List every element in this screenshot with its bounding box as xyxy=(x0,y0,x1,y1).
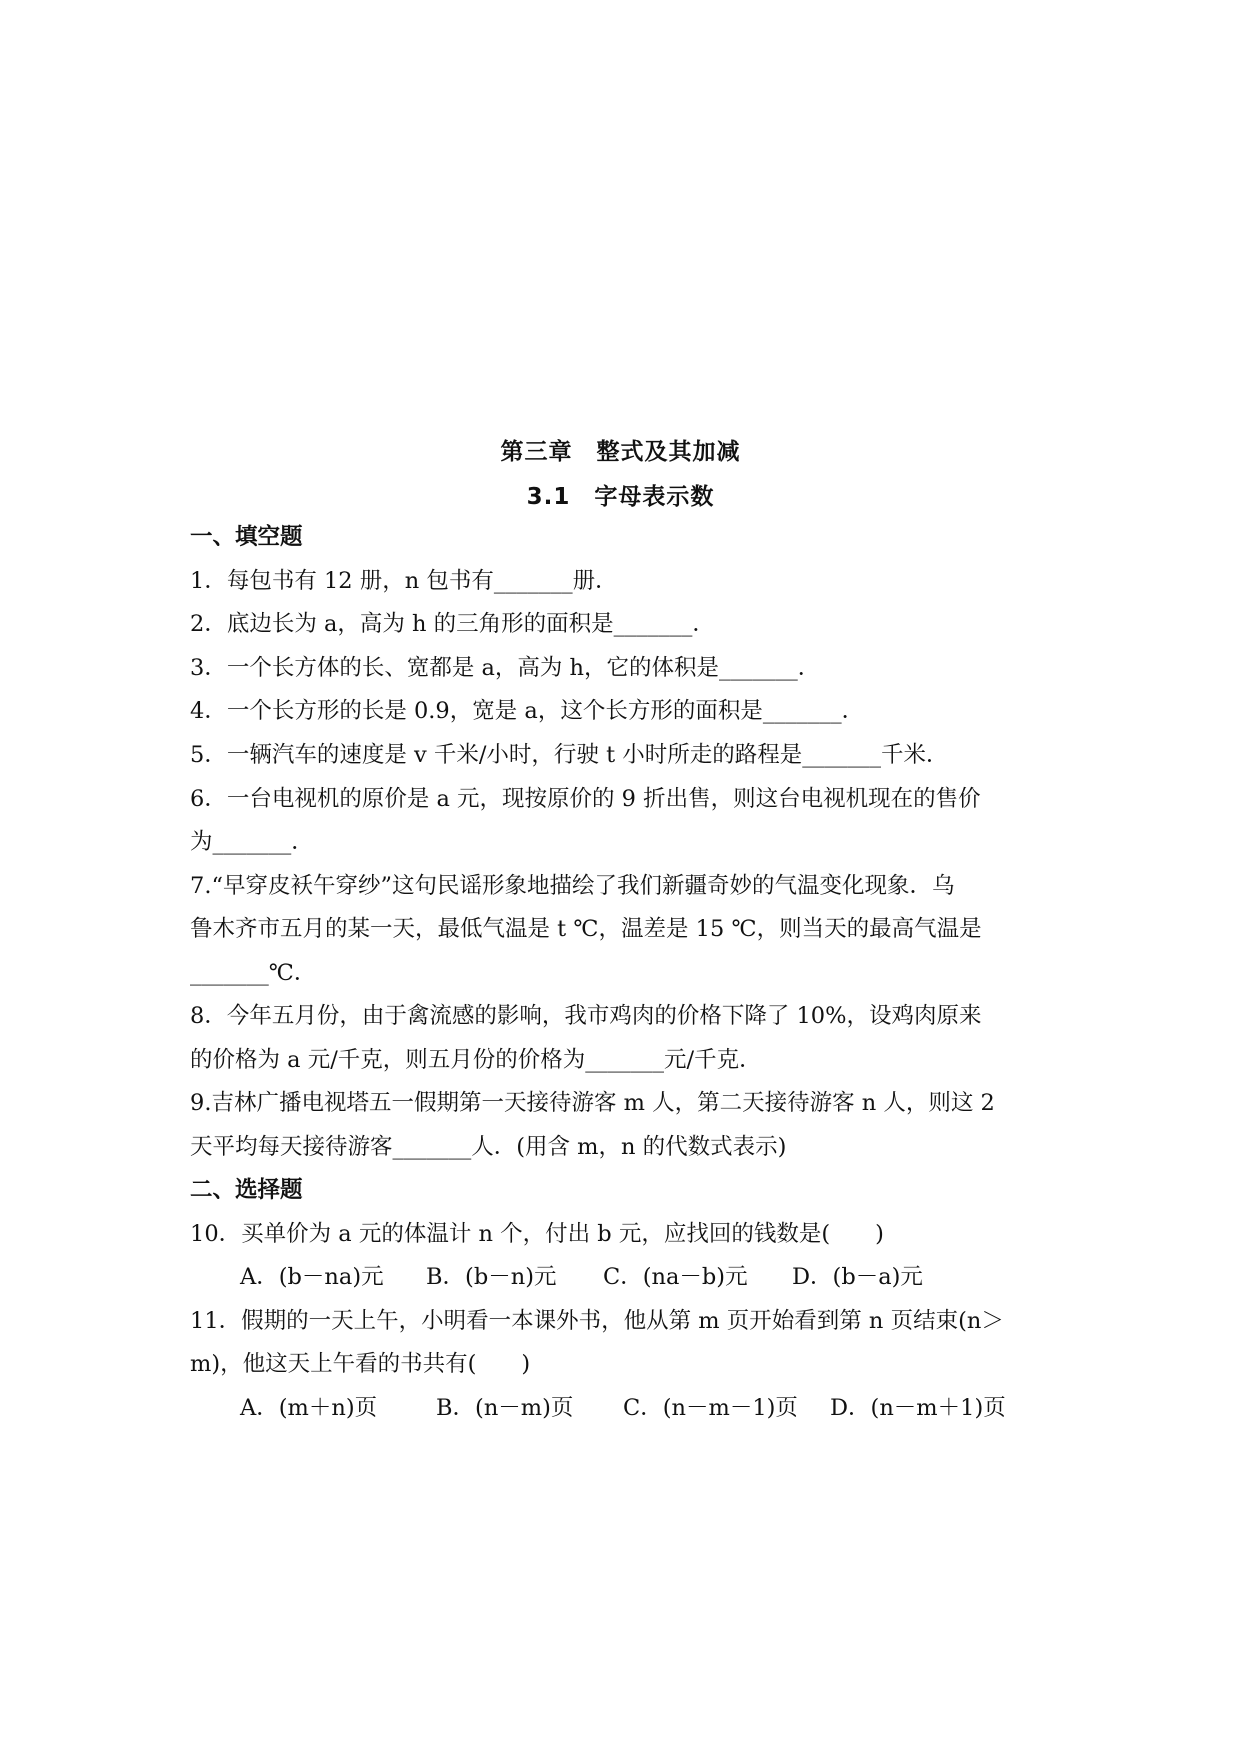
question-11-line1: 11．假期的一天上午，小明看一本课外书，他从第 m 页开始看到第 n 页结束(n＞ xyxy=(190,1308,1004,1334)
question-line: 4．一个长方形的长是 0.9，宽是 a，这个长方形的面积是_______． xyxy=(190,698,865,724)
part2-heading: 二、选择题 xyxy=(190,1177,303,1203)
question-line: 的价格为 a 元/千克，则五月份的价格为_______元/千克． xyxy=(190,1047,762,1073)
option-c: C．(na－b)元 xyxy=(603,1264,748,1290)
question-line: 天平均每天接待游客_______人．(用含 m，n 的代数式表示) xyxy=(190,1134,787,1160)
question-line: 1．每包书有 12 册，n 包书有_______册． xyxy=(190,568,618,594)
question-10-text: 10．买单价为 a 元的体温计 n 个，付出 b 元，应找回的钱数是( ) xyxy=(190,1221,884,1247)
question-line: 9.吉林广播电视塔五一假期第一天接待游客 m 人，第二天接待游客 n 人，则这 2 xyxy=(190,1090,995,1116)
question-11-line2: m)，他这天上午看的书共有( ) xyxy=(190,1351,531,1377)
question-line: 7.“早穿皮袄午穿纱”这句民谣形象地描绘了我们新疆奇妙的气温变化现象．乌 xyxy=(190,873,955,899)
option-a: A．(m＋n)页 xyxy=(240,1395,378,1421)
option-d: D．(n－m＋1)页 xyxy=(830,1395,1006,1421)
option-b: B．(n－m)页 xyxy=(436,1395,574,1421)
question-line: 8．今年五月份，由于禽流感的影响，我市鸡肉的价格下降了 10%，设鸡肉原来 xyxy=(190,1003,982,1029)
option-d: D．(b－a)元 xyxy=(792,1264,923,1290)
question-line: 鲁木齐市五月的某一天，最低气温是 t ℃，温差是 15 ℃，则当天的最高气温是 xyxy=(190,916,982,942)
question-line: _______℃． xyxy=(190,960,317,986)
option-b: B．(b－n)元 xyxy=(426,1264,557,1290)
option-a: A．(b－na)元 xyxy=(240,1264,384,1290)
part1-heading: 一、填空题 xyxy=(190,524,303,550)
section-title: 3.1 字母表示数 xyxy=(526,484,715,510)
question-line: 5．一辆汽车的速度是 v 千米/小时，行驶 t 小时所走的路程是_______千米． xyxy=(190,742,949,768)
question-line: 2．底边长为 a，高为 h 的三角形的面积是_______． xyxy=(190,611,715,637)
chapter-title: 第三章 整式及其加减 xyxy=(500,439,741,465)
question-line: 3．一个长方体的长、宽都是 a，高为 h，它的体积是_______． xyxy=(190,655,821,681)
question-line: 为_______． xyxy=(190,829,314,855)
option-c: C．(n－m－1)页 xyxy=(623,1395,798,1421)
question-line: 6．一台电视机的原价是 a 元，现按原价的 9 折出售，则这台电视机现在的售价 xyxy=(190,786,981,812)
